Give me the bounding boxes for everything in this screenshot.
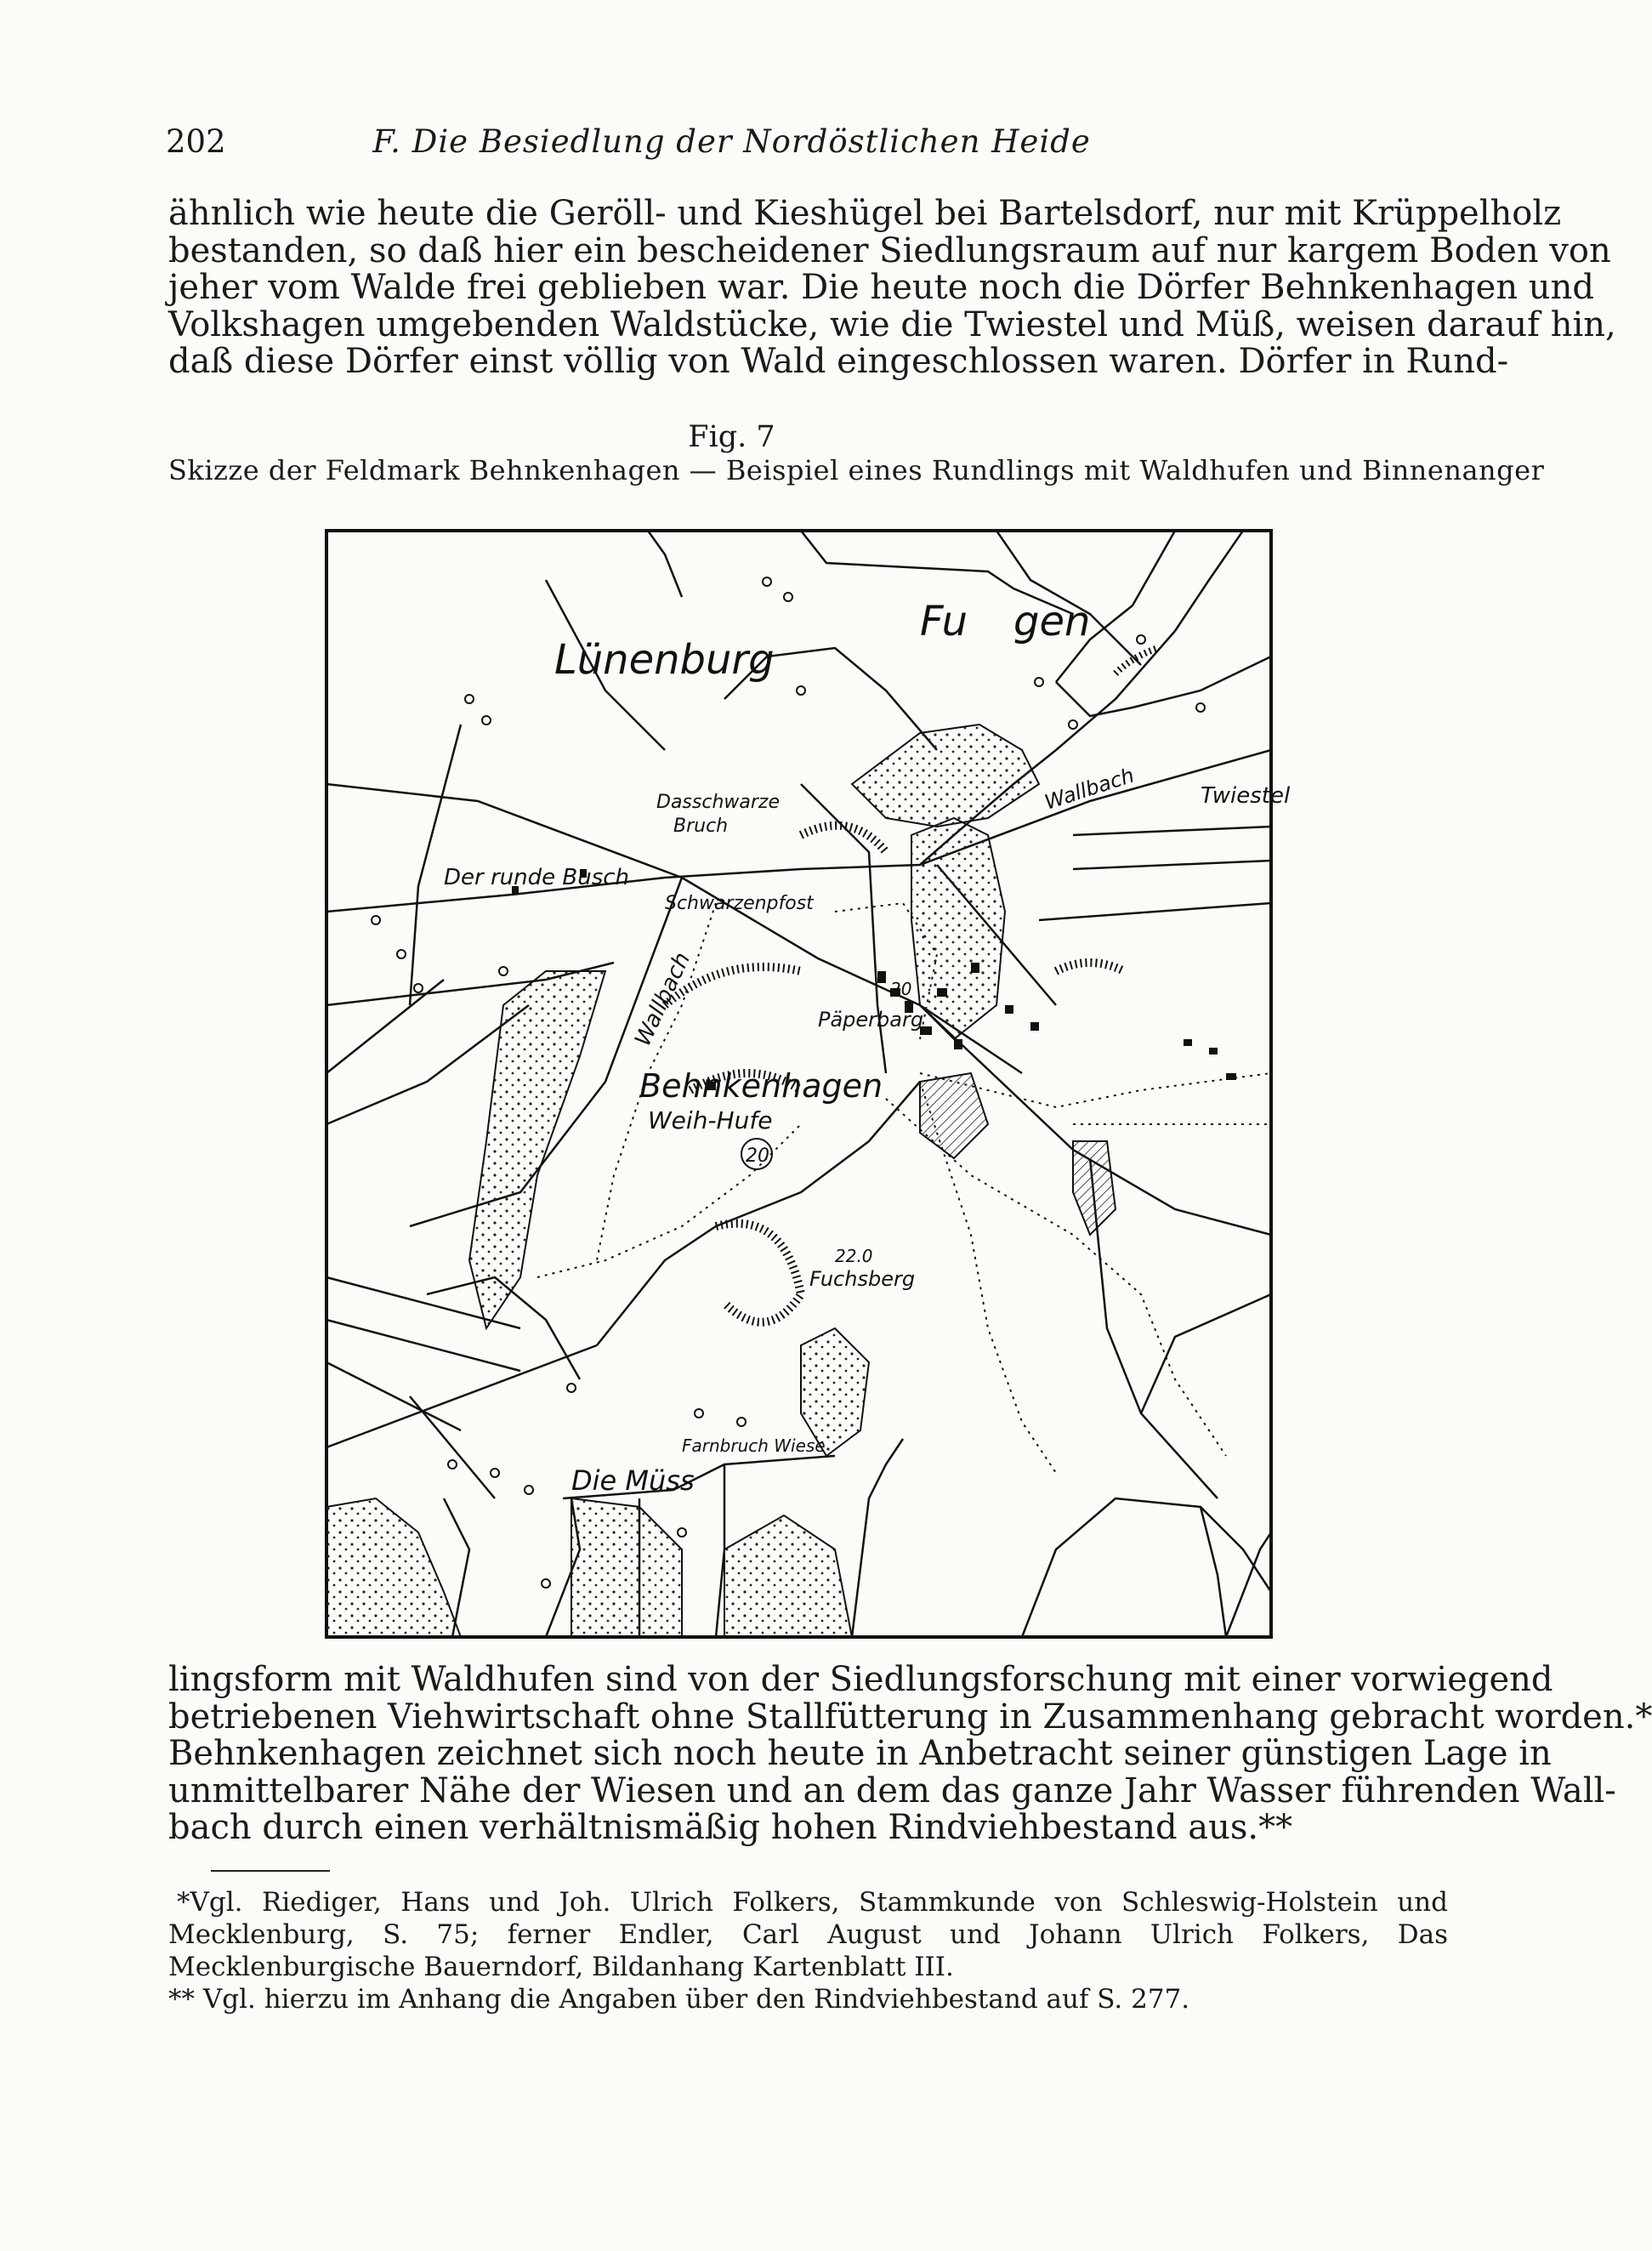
label-twiestel: Twiestel bbox=[1201, 783, 1291, 809]
footnote-line: *Vgl. Riediger, Hans und Joh. Ulrich Folkers, Stammkunde von Schleswig-Holstein und bbox=[177, 1887, 1448, 1918]
footnote-line: Mecklenburgische Bauerndorf, Bildanhang Kartenblatt III. bbox=[168, 1952, 954, 1982]
label-farnbruch-wiese: Farnbruch Wiese bbox=[682, 1435, 826, 1456]
paragraph-bottom bbox=[168, 1660, 1652, 1847]
paragraph-line: jeher vom Walde frei geblieben war. Die heute noch die Dörfer Behnkenhagen und bbox=[168, 268, 1594, 307]
paragraph-line: lingsform mit Waldhufen sind von der Siedlungsforschung mit einer vorwiegend bbox=[168, 1660, 1553, 1699]
label-der-runde-busch: Der runde Busch bbox=[444, 865, 630, 890]
label-die-muess: Die Müss bbox=[571, 1464, 695, 1497]
paragraph-line: daß diese Dörfer einst völlig von Wald eingeschlossen waren. Dörfer in Rund- bbox=[168, 342, 1509, 381]
label-fulgen-1: Fu bbox=[920, 598, 968, 645]
feldmark-map bbox=[325, 529, 1291, 1639]
footnote-line: Mecklenburg, S. 75; ferner Endler, Carl August und Johann Ulrich Folkers, Das bbox=[168, 1919, 1448, 1950]
paragraph-line: bestanden, so daß hier ein bescheidener Siedlungsraum auf nur kargem Boden von bbox=[168, 230, 1611, 270]
paragraph-line: unmittelbarer Nähe der Wiesen und an dem das ganze Jahr Wasser führenden Wall- bbox=[168, 1771, 1616, 1810]
figure-label: Fig. 7 bbox=[688, 420, 775, 454]
label-weih-hufe: Weih-Hufe bbox=[648, 1106, 773, 1134]
label-schwarzenpfost: Schwarzenpfost bbox=[665, 893, 814, 914]
paragraph-line: ähnlich wie heute die Geröll- und Kieshügel bei Bartelsdorf, nur mit Krüppelholz bbox=[168, 194, 1562, 233]
page-number: 202 bbox=[166, 123, 226, 160]
label-height-20-circle: 20 bbox=[746, 1145, 769, 1167]
footnotes bbox=[168, 1886, 1448, 2015]
label-height-22: 22.0 bbox=[835, 1246, 873, 1266]
paragraph-line: bach durch einen verhältnismäßig hohen Rindviehbestand aus.** bbox=[168, 1808, 1293, 1847]
label-behnkenhagen: Behnkenhagen bbox=[639, 1067, 883, 1105]
label-paeperbarg: Päperbarg bbox=[818, 1008, 924, 1032]
label-dasschwarze-bruch-1: Dasschwarze bbox=[656, 792, 780, 813]
label-wallbach-west: Wallbach bbox=[630, 948, 696, 1050]
running-title: F. Die Besiedlung der Nordöstlichen Heide bbox=[372, 123, 1091, 160]
figure-caption: Skizze der Feldmark Behnkenhagen — Beispiel eines Rundlings mit Waldhufen und Binnenanger bbox=[168, 454, 1545, 486]
label-fuchsberg: Fuchsberg bbox=[809, 1267, 916, 1291]
paragraph-top bbox=[168, 194, 1616, 381]
paragraph-line: betriebenen Viehwirtschaft ohne Stallfütterung in Zusammenhang gebracht worden.* bbox=[168, 1697, 1652, 1737]
label-fulgen-2: gen bbox=[1013, 598, 1091, 645]
label-wallbach-east: Wallbach bbox=[1042, 763, 1138, 815]
footnote-rule bbox=[211, 1870, 330, 1872]
label-luenenburg: Lünenburg bbox=[554, 636, 775, 684]
label-dasschwarze-bruch-2: Bruch bbox=[673, 816, 729, 837]
label-height-20: 20 bbox=[890, 979, 912, 999]
paragraph-line: Behnkenhagen zeichnet sich noch heute in Anbetracht seiner günstigen Lage in bbox=[168, 1734, 1552, 1773]
footnote-line: ** Vgl. hierzu im Anhang die Angaben über den Rindviehbestand auf S. 277. bbox=[168, 1984, 1190, 2015]
paragraph-line: Volkshagen umgebenden Waldstücke, wie die Twiestel und Müß, weisen darauf hin, bbox=[168, 304, 1616, 344]
